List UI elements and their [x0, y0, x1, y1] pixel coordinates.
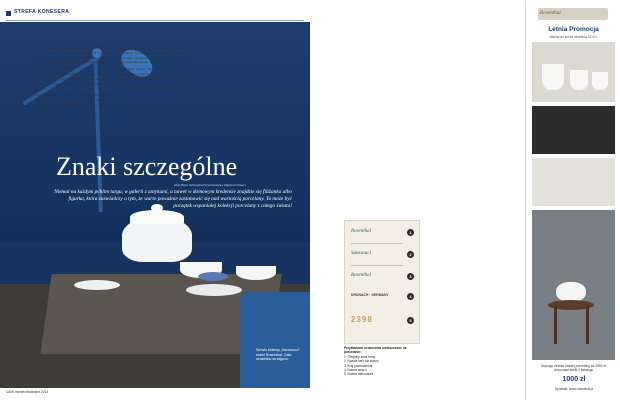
list-item: 4. Numer wzoru	[344, 368, 367, 373]
promo-photo-tableware	[532, 42, 615, 102]
article-lead: Niemal na każdym pchlim targu, w galerii z antykami, a nawet w domowym kredensie znajdzie się filiżanka albo figurka, która zaświadczy o tym, że warto poważnie zastanowić się nad wartością porcelany. To może być początek wspaniałej kolekcji porcelany z całego świata!	[54, 189, 292, 209]
section-label: STREFA KONESERA	[14, 9, 70, 15]
photo-plate	[186, 284, 242, 296]
marks-list	[344, 355, 418, 377]
marks-caption-title: Przykładowe oznaczenia umieszczone na porcelanie:	[344, 346, 407, 355]
list-item: 2. Nazwa serii lub wzoru	[344, 359, 379, 364]
mark-number-badge: 3	[407, 273, 414, 280]
promo-photo-interior	[532, 106, 615, 154]
article-column-2	[118, 46, 188, 95]
photo-teapot	[556, 282, 586, 302]
mark-1: Rosenthal	[351, 229, 371, 234]
photo-caption: Serwis stołowy „Sanssouci” marki Rosenthal. Cała ceramika na zdjęciu.	[256, 348, 300, 362]
list-item: 5. Numer dekoratora	[344, 372, 374, 377]
divider	[351, 243, 403, 244]
photo-cup	[592, 72, 608, 90]
photo-bowl	[236, 266, 276, 280]
promo-title: Letnia Promocja	[548, 26, 599, 33]
promo-shop-link[interactable]: Sprawdź: www.rosenthal.pl	[554, 387, 594, 391]
stool-leg	[586, 306, 589, 344]
mark-number-badge: 2	[407, 251, 414, 258]
section-header	[6, 8, 304, 21]
list-item: 3. Kraj pochodzenia	[344, 363, 373, 368]
mark-2: Sanssouci	[351, 251, 371, 256]
paragraph: Najważniejsze jest, by dokładnie przyjrzeć się sygnaturze: jej kolorowi, kształtowi oraz technice wykonania. Malowana podszkliwnie różni się od naklejanej kalkomanii.	[118, 46, 188, 65]
porcelain-marks-image	[344, 220, 420, 344]
promo-price: 1000 zł	[562, 376, 586, 383]
paragraph: Sygnatury to kodeks kolekcjonera. Niewielki znak umieszczony na spodzie przedmiotu pozwala ustalić, w której manufakturze powstał i w jakim okresie. Dzięki niemu można odróżnić oryginał od naśladownictwa czy podróbki.	[34, 44, 110, 70]
photo-teapot	[542, 64, 564, 90]
paragraph: Na zdjęciu obok kolejne sygnatury manufaktury Rosenthal.	[118, 83, 188, 93]
marks-caption	[344, 346, 418, 377]
dropcap: S	[34, 44, 42, 59]
divider	[351, 265, 403, 266]
promo-photo-cups	[532, 158, 615, 206]
mark-5: 2398	[351, 315, 373, 324]
page-folio: D&W marzec/kwiecień 2014	[6, 390, 49, 394]
article-title: Znaki szczególne	[56, 152, 238, 181]
section-marker-icon	[6, 11, 11, 16]
mark-3: Rosenthal	[351, 273, 371, 278]
photo-chair	[240, 292, 310, 388]
promo-description: Kupując zestaw każdej porcelany za 2800 zł, otrzymasz stolik z katalogu.	[541, 364, 607, 373]
mark-number-badge: 4	[407, 293, 414, 300]
mark-4: KRONACH · GERMANY	[351, 293, 389, 297]
stool-leg	[554, 306, 557, 344]
paragraph: Najstarsze europejskie manufaktury stosowały sygnatury już w XVIII wieku. Słynne skrzyżowane miecze z Miśni to jeden z najbardziej rozpoznawalnych znaków na świecie.	[34, 71, 110, 91]
promo-subtitle: Ważna do końca września 2014 r.	[549, 35, 598, 39]
photo-plate	[74, 280, 120, 290]
mark-number-badge: 1	[407, 229, 414, 236]
article-byline: tekst Marta Jankowska-Krzyżanowska • zdjęcia Archiwum	[174, 183, 246, 187]
photo-cup	[570, 70, 588, 90]
mark-number-badge: 5	[407, 317, 414, 324]
paragraph: Znaki zmieniały się wraz z właścicielami fabryk, granicami państw i modą. Dlatego warto sięgać po katalogi sygnatur, które pomagają dokładnie datować przedmioty.	[34, 93, 110, 112]
photo-tureen-lid	[130, 210, 184, 224]
list-item: 1. Oficjalny znak firmy	[344, 354, 376, 359]
article-column-1	[34, 46, 110, 114]
brand-logo-text: Rosenthal	[540, 10, 561, 16]
photo-tureen	[122, 218, 192, 262]
photo-blue-plate	[198, 272, 228, 281]
paragraph: Od drugiej połowy XIX wieku znaki zawierały zwykle nazwę kraju pochodzenia. Napis „Made in” pomaga określić wiek porcelany.	[118, 67, 188, 81]
promo-column	[525, 0, 620, 400]
